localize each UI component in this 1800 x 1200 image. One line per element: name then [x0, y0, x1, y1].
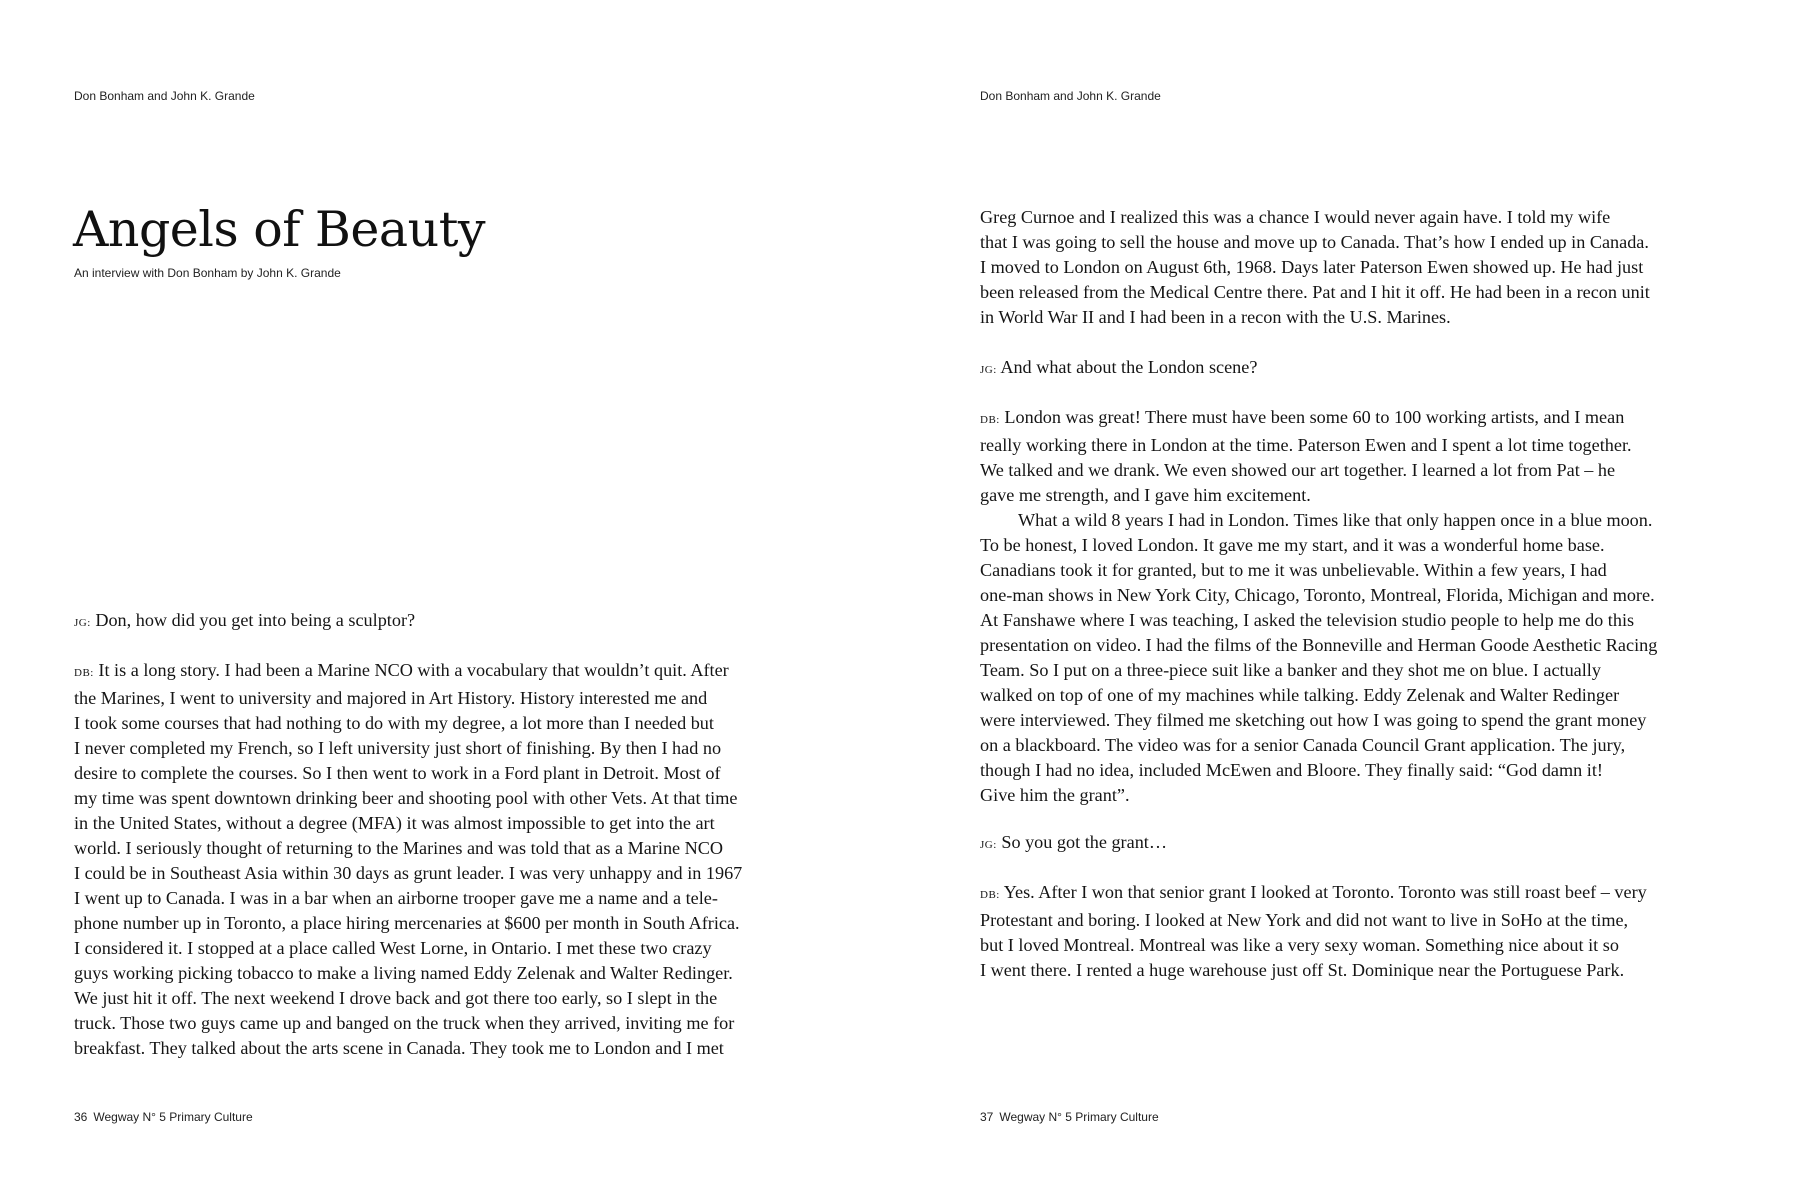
speaker-label: JG: [980, 839, 997, 851]
page-footer [980, 1110, 1165, 1124]
speaker-label: DB: [980, 414, 1000, 426]
text-line: We talked and we drank. We even showed our art together. I learned a lot from Pat – he [980, 460, 1616, 480]
page-number: 37 [980, 1110, 994, 1124]
text-line: DB: It is a long story. I had been a Marine NCO with a vocabulary that wouldn’t quit. After [74, 660, 729, 680]
text-line: DB: London was great! There must have been some 60 to 100 working artists, and I mean [980, 407, 1625, 427]
text-line: that I was going to sell the house and move up to Canada. That’s how I ended up in Canada. [980, 232, 1649, 252]
text-line: At Fanshawe where I was teaching, I asked the television studio people to help me do this [980, 610, 1635, 630]
question-text: Don, how did you get into being a sculptor? [95, 610, 416, 630]
speaker-label: DB: [980, 889, 1000, 901]
text-line: guys working picking tobacco to make a living named Eddy Zelenak and Walter Redinger. [74, 963, 733, 983]
speaker-label: JG: [980, 364, 997, 376]
question-3 [980, 830, 1740, 858]
text-line: I moved to London on August 6th, 1968. Days later Paterson Ewen showed up. He had just [980, 257, 1644, 277]
question-text: So you got the grant… [1001, 832, 1168, 852]
text-line: I could be in Southeast Asia within 30 days as grunt leader. I was very unhappy and in 1967 [74, 863, 743, 883]
text-line: I went up to Canada. I was in a bar when an airborne trooper gave me a name and a tele- [74, 888, 718, 908]
text-line: been released from the Medical Centre there. Pat and I hit it off. He had been in a recon unit [980, 282, 1650, 302]
publication-title: Wegway N° 5 Primary Culture [999, 1110, 1159, 1124]
publication-title: Wegway N° 5 Primary Culture [93, 1110, 253, 1124]
text-line: in the United States, without a degree (MFA) it was almost impossible to get into the art [74, 813, 715, 833]
text-line: What a wild 8 years I had in London. Times like that only happen once in a blue moon. [1018, 510, 1653, 530]
text-line: though I had no idea, included McEwen and Bloore. They finally said: “God damn it! [980, 760, 1603, 780]
question-2 [980, 355, 1740, 383]
answer-3 [980, 880, 1740, 983]
article-title: Angels of Beauty [73, 201, 486, 258]
text-line: walked on top of one of my machines while talking. Eddy Zelenak and Walter Redinger [980, 685, 1620, 705]
text-line: really working there in London at the time. Paterson Ewen and I spent a lot time together. [980, 435, 1632, 455]
text-line: one-man shows in New York City, Chicago, Toronto, Montreal, Florida, Michigan and more. [980, 585, 1655, 605]
question-1 [74, 608, 834, 636]
text-line: but I loved Montreal. Montreal was like a very sexy woman. Something nice about it so [980, 935, 1619, 955]
text-line: I took some courses that had nothing to do with my degree, a lot more than I needed but [74, 713, 714, 733]
text-line: desire to complete the courses. So I then went to work in a Ford plant in Detroit. Most of [74, 763, 721, 783]
text-line: were interviewed. They filmed me sketching out how I was going to spend the grant money [980, 710, 1647, 730]
text-line: my time was spent downtown drinking beer and shooting pool with other Vets. At that time [74, 788, 738, 808]
text-line: the Marines, I went to university and majored in Art History. History interested me and [74, 688, 708, 708]
article-subtitle: An interview with Don Bonham by John K. Grande [74, 266, 341, 280]
text-line: phone number up in Toronto, a place hiring mercenaries at $600 per month in South Africa. [74, 913, 740, 933]
running-head: Don Bonham and John K. Grande [74, 89, 255, 103]
text-line: presentation on video. I had the films of the Bonneville and Herman Goode Aesthetic Racing [980, 635, 1658, 655]
text-line: Give him the grant”. [980, 785, 1130, 805]
text-line: world. I seriously thought of returning to the Marines and was told that as a Marine NCO [74, 838, 724, 858]
running-head: Don Bonham and John K. Grande [980, 89, 1161, 103]
speaker-label: JG: [74, 617, 91, 629]
page-footer [74, 1110, 259, 1124]
text-line: To be honest, I loved London. It gave me my start, and it was a wonderful home base. [980, 535, 1605, 555]
text-line: Team. So I put on a three-piece suit like a banker and they shot me on blue. I actually [980, 660, 1601, 680]
text-line: Protestant and boring. I looked at New York and did not want to live in SoHo at the time, [980, 910, 1629, 930]
text-line: in World War II and I had been in a recon with the U.S. Marines. [980, 307, 1451, 327]
answer-1 [74, 658, 834, 1061]
text-line: on a blackboard. The video was for a senior Canada Council Grant application. The jury, [980, 735, 1626, 755]
text-line: I never completed my French, so I left university just short of finishing. By then I had no [74, 738, 722, 758]
text-line: I went there. I rented a huge warehouse just off St. Dominique near the Portuguese Park. [980, 960, 1625, 980]
text-line: Greg Curnoe and I realized this was a chance I would never again have. I told my wife [980, 207, 1611, 227]
text-line: gave me strength, and I gave him excitement. [980, 485, 1311, 505]
text-line: truck. Those two guys came up and banged on the truck when they arrived, inviting me for [74, 1013, 735, 1033]
question-text: And what about the London scene? [1000, 357, 1258, 377]
answer-1-continued [980, 205, 1740, 330]
text-line: breakfast. They talked about the arts scene in Canada. They took me to London and I met [74, 1038, 724, 1058]
speaker-label: DB: [74, 667, 94, 679]
answer-2 [980, 405, 1740, 808]
text-line: Canadians took it for granted, but to me it was unbelievable. Within a few years, I had [980, 560, 1607, 580]
page-number: 36 [74, 1110, 88, 1124]
text-line: DB: Yes. After I won that senior grant I looked at Toronto. Toronto was still roast beef – very [980, 882, 1647, 902]
text-line: I considered it. I stopped at a place called West Lorne, in Ontario. I met these two crazy [74, 938, 712, 958]
right-page [900, 0, 1800, 1200]
text-line: We just hit it off. The next weekend I drove back and got there too early, so I slept in the [74, 988, 718, 1008]
